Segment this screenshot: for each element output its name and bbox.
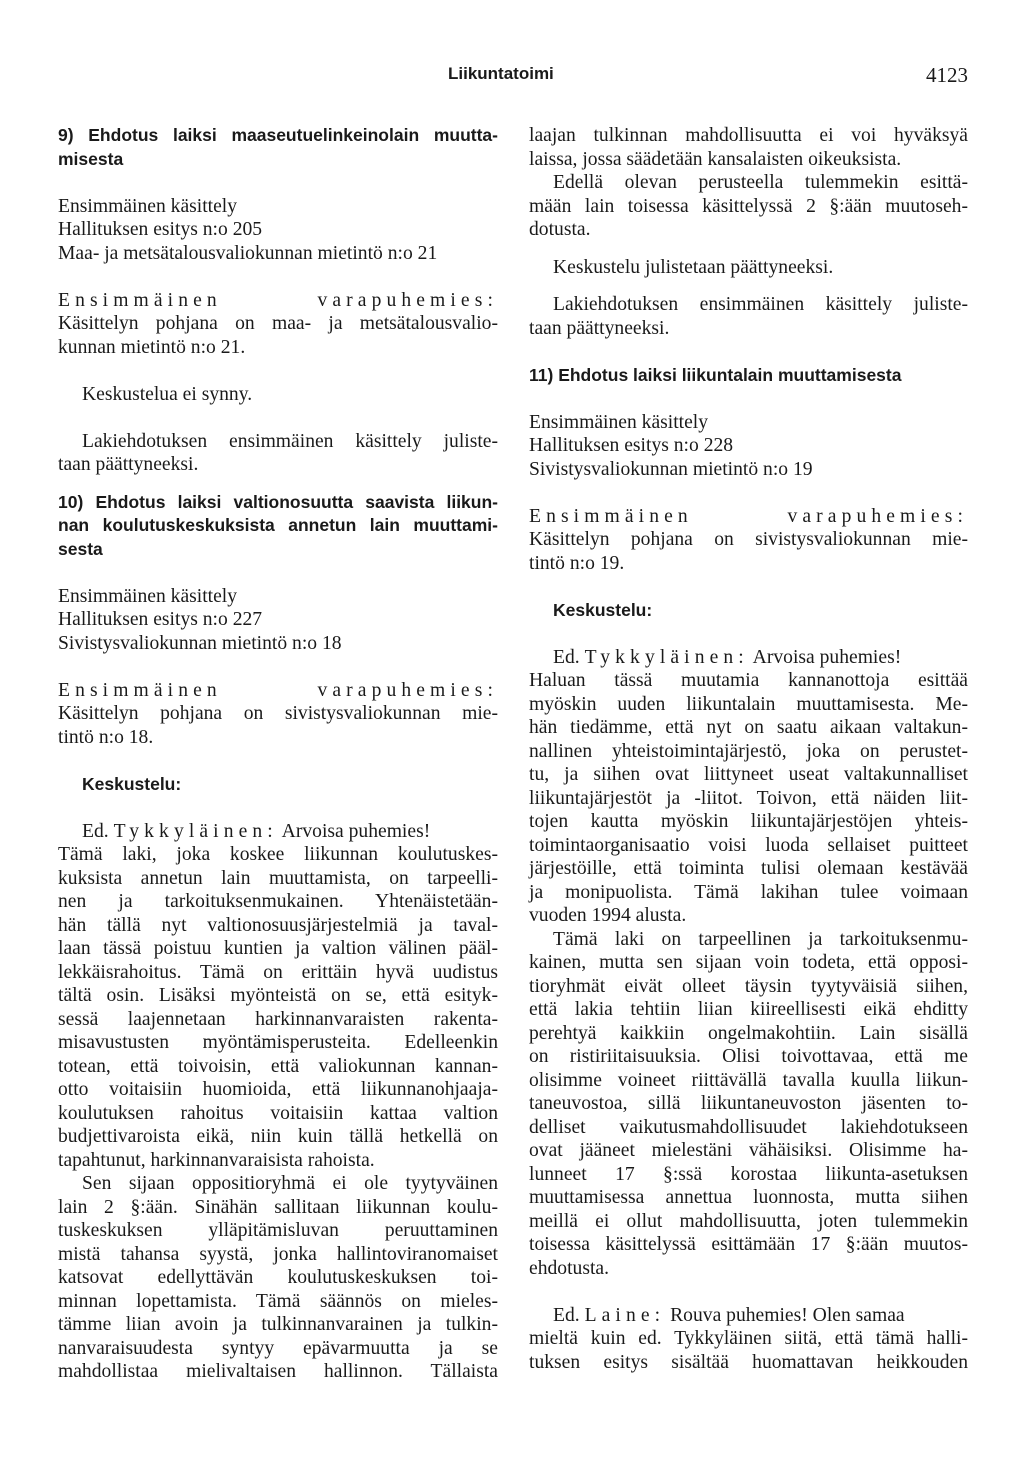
debate-label: Keskustelu:: [553, 599, 653, 620]
text-line: mahdollistaa mielivaltaisen hallinnon. Tällaista: [58, 1361, 498, 1382]
text-line: misavustusten myöntämisperusteita. Edelleenkin: [58, 1032, 498, 1053]
text-line: lekkäisrahoitus. Tämä on erittäin hyvä uudistus: [58, 961, 498, 983]
text-line: tämme liian avoin ja tulkinnanvarainen ja tulkin-: [58, 1314, 498, 1335]
text-line: tapahtunut, harkinnanvaraisista rahoista.: [58, 1149, 375, 1171]
text-line: otto voitaisiin huomioida, että liikunnanohjaaja-: [58, 1079, 498, 1100]
text-line: Käsittelyn pohjana on maa- ja metsätalousvalio-: [58, 313, 498, 334]
text-line: taan päättyneeksi.: [529, 317, 670, 339]
text-line: muuttamisessa annettua luonnosta, mutta siihen: [529, 1187, 968, 1208]
text-line: tojen kautta myöskin liikuntajärjestöjen yhteis-: [529, 811, 968, 832]
text-line: Käsittelyn pohjana on sivistysvaliokunnan mie-: [58, 703, 498, 724]
text-line: budjettivaroista eikä, niin kuin tällä hetkellä on: [58, 1126, 498, 1147]
text-line: olisimme voineet riittävällä tavalla kuulla liikun-: [529, 1069, 968, 1091]
processing-stage: Ensimmäinen käsittely: [529, 411, 709, 433]
continued-paragraph: [529, 124, 968, 148]
text-line: koulutuksen rahoitus voitaisiin kattaa valtion: [58, 1102, 498, 1124]
processing-stage: Ensimmäinen käsittely: [58, 585, 238, 607]
text-line: laan tässä poistuu kuntien ja valtion välinen pääl-: [58, 938, 498, 959]
speaker-statement: [58, 312, 498, 359]
heading-line: 10) Ehdotus laiksi valtionosuutta saavista liikun-: [58, 491, 498, 512]
debate-closed-note: Keskustelu julistetaan päättyneeksi.: [553, 256, 834, 278]
text-line: tuksen esitys sisältää huomattavan heikkouden: [529, 1351, 968, 1373]
item-9-closing: [58, 430, 498, 477]
text-line: vuoden 1994 alusta.: [529, 905, 687, 926]
page-number: 4123: [926, 63, 968, 87]
ed-prefix: Ed.: [553, 646, 580, 668]
text-line: liikuntajärjestöt ja -liitot. Toivon, että näiden liit-: [529, 787, 968, 809]
text-line: myöskin uuden liikuntalain muuttamisesta. Me-: [529, 693, 968, 715]
government-bill: Hallituksen esitys n:o 227: [58, 609, 263, 630]
speech-paragraph: [529, 1327, 968, 1374]
text-line: katsovat edellyttävän koulutuskeskuksen toi-: [58, 1267, 498, 1288]
text-line: toisessa käsittelyssä esittämään 17 §:ään muutos-: [529, 1234, 968, 1255]
debate-label: Keskustelu:: [82, 773, 182, 794]
text-line: mään lain toisessa käsittelyssä 2 §:ään muutoseh-: [529, 195, 968, 217]
text-line: järjestöille, että toiminta tulisi olemaan kestävää: [529, 858, 968, 879]
text-line: tioryhmät eivät olleet täysin tyytyväisiä siihen,: [529, 975, 968, 997]
heading-line: 9) Ehdotus laiksi maaseutuelinkeinolain muutta-: [58, 125, 498, 145]
speech-greeting: Rouva puhemies! Olen samaa: [670, 1304, 905, 1326]
item-10-info: [58, 585, 498, 656]
no-debate-note: Keskustelua ei synny.: [82, 383, 253, 405]
speech-greeting: Arvoisa puhemies!: [281, 820, 431, 842]
text-line: Käsittelyn pohjana on sivistysvaliokunnan mie-: [529, 529, 968, 550]
text-line: että lakia tehtiin liian kiireellisesti eikä ehditty: [529, 999, 968, 1020]
text-line: mistä tahansa syystä, jonka hallintoviranomaiset: [58, 1243, 498, 1265]
item-9-info: [58, 195, 498, 266]
text-line: minnan lopettamista. Tämä säännös on mieles-: [58, 1290, 498, 1312]
speaker-name: Ensimmäinen varapuhemies:: [529, 505, 968, 527]
speech-paragraph: [529, 669, 968, 904]
page-header: [0, 64, 1024, 90]
text-line: Lakiehdotuksen ensimmäinen käsittely juliste-: [553, 294, 968, 315]
speech-paragraph: [58, 1172, 498, 1384]
mp-name: Tykkyläinen:: [584, 646, 749, 668]
heading-line: nan koulutuskeskuksista annetun lain muuttami-: [58, 515, 498, 535]
text-line: lunneet 17 §:ssä korostaa liikunta-asetuksen: [529, 1163, 968, 1185]
text-line: Sen sijaan oppositioryhmä ei ole tyytyväinen: [82, 1173, 498, 1194]
heading-line: misesta: [58, 148, 124, 169]
text-line: meillä ei ollut mahdollisuutta, joten tulemmekin: [529, 1210, 968, 1232]
speech-intro: [58, 820, 498, 844]
text-line: hän tällä nyt valtionosuusjärjestelmiä ja taval-: [58, 914, 498, 936]
committee-report: Sivistysvaliokunnan mietintö n:o 19: [529, 458, 813, 480]
continued-paragraph: [529, 171, 968, 218]
speech-intro: [529, 646, 968, 670]
speaker-statement: [58, 702, 498, 749]
text-line: kainen, mutta sen sijaan voin todeta, että opposi-: [529, 952, 968, 973]
item-10-heading: [58, 491, 498, 562]
text-line: ja monipuolista. Tämä lakihan tulee voimaan: [529, 881, 968, 903]
text-line: Edellä olevan perusteella tulemmekin esittä-: [553, 172, 968, 193]
item-11-heading: 11) Ehdotus laiksi liikuntalain muuttamisesta: [529, 364, 902, 385]
text-line: perehtyä kaikkiin ongelmakohtiin. Lain sisällä: [529, 1022, 968, 1044]
text-line: totean, että toivoisin, että valiokunnan kannan-: [58, 1055, 498, 1077]
text-line: nanvaraisuudesta syntyy epävarmuutta ja se: [58, 1337, 498, 1359]
text-line: taneuvostoa, sillä liikuntaneuvoston jäsenten to-: [529, 1093, 968, 1114]
text-line: laissa, jossa säädetään kansalaisten oikeuksista.: [529, 148, 902, 170]
speaker-name: Ensimmäinen varapuhemies:: [58, 289, 498, 311]
text-line: tältä osin. Lisäksi myönteistä on se, että esityk-: [58, 985, 498, 1006]
text-line: tintö n:o 19.: [529, 552, 625, 574]
right-column: [529, 124, 968, 1374]
text-line: lain 2 §:ään. Sinähän sallitaan liikunnan koulu-: [58, 1196, 498, 1218]
item-10-closing: [529, 293, 968, 340]
text-line: toimintaorganisaatio voisi luoda sellaiset puitteet: [529, 834, 968, 856]
text-line: hän tiedämme, että nyt on saatu aikaan valtakun-: [529, 717, 968, 738]
left-column: [58, 124, 498, 1384]
text-line: tintö n:o 18.: [58, 726, 154, 748]
text-line: ehdotusta.: [529, 1257, 609, 1279]
running-head: Liikuntatoimi: [448, 64, 554, 83]
text-line: nen ja tarkoituksenmukainen. Yhtenäistetään-: [58, 891, 498, 912]
mp-name: Laine:: [584, 1304, 666, 1326]
committee-report: Maa- ja metsätalousvaliokunnan mietintö n:o 21: [58, 242, 438, 264]
text-line: on ristiriitaisuuksia. Olisi toivottavaa, että me: [529, 1046, 968, 1067]
text-line: nallinen yhteistoimintajärjestö, joka on perustet-: [529, 740, 968, 762]
government-bill: Hallituksen esitys n:o 228: [529, 435, 734, 456]
text-line: mieltä kuin ed. Tykkyläinen siitä, että tämä halli-: [529, 1328, 968, 1349]
text-line: dotusta.: [529, 219, 591, 240]
text-line: Lakiehdotuksen ensimmäinen käsittely juliste-: [82, 430, 498, 452]
heading-line: sesta: [58, 538, 103, 559]
text-line: Haluan tässä muutamia kannanottoja esittää: [529, 670, 968, 691]
speech-intro: [529, 1304, 968, 1328]
committee-report: Sivistysvaliokunnan mietintö n:o 18: [58, 632, 342, 654]
text-line: kuksista annetun lain muuttamista, on tarpeelli-: [58, 867, 498, 889]
government-bill: Hallituksen esitys n:o 205: [58, 219, 263, 240]
ed-prefix: Ed.: [82, 820, 109, 842]
speech-greeting: Arvoisa puhemies!: [752, 646, 902, 668]
mp-name: Tykkyläinen:: [113, 820, 278, 842]
text-line: ovat jääneet mielestäni vähäisiksi. Olisimme ha-: [529, 1140, 968, 1161]
text-line: Tämä laki, joka koskee liikunnan koulutuskes-: [58, 844, 498, 865]
item-9-heading: [58, 124, 498, 171]
speaker-name: Ensimmäinen varapuhemies:: [58, 679, 498, 701]
item-11-info: [529, 411, 968, 482]
speaker-statement: [529, 528, 968, 575]
text-line: delliset vaikutusmahdollisuudet lakiehdotukseen: [529, 1116, 968, 1138]
text-line: tu, ja siihen ovat liittyneet useat valtakunnalliset: [529, 764, 968, 785]
processing-stage: Ensimmäinen käsittely: [58, 195, 238, 217]
text-line: sessä laajennetaan harkinnanvaraisten rakenta-: [58, 1008, 498, 1030]
speech-paragraph: [529, 928, 968, 1257]
ed-prefix: Ed.: [553, 1304, 580, 1326]
text-line: kunnan mietintö n:o 21.: [58, 336, 246, 358]
speech-paragraph: [58, 843, 498, 1149]
text-line: taan päättyneeksi.: [58, 454, 199, 475]
text-line: tuskeskuksen ylläpitämisluvan peruuttaminen: [58, 1220, 498, 1241]
text-line: laajan tulkinnan mahdollisuutta ei voi hyväksyä: [529, 125, 968, 146]
text-line: Tämä laki on tarpeellinen ja tarkoituksenmu-: [553, 928, 968, 950]
